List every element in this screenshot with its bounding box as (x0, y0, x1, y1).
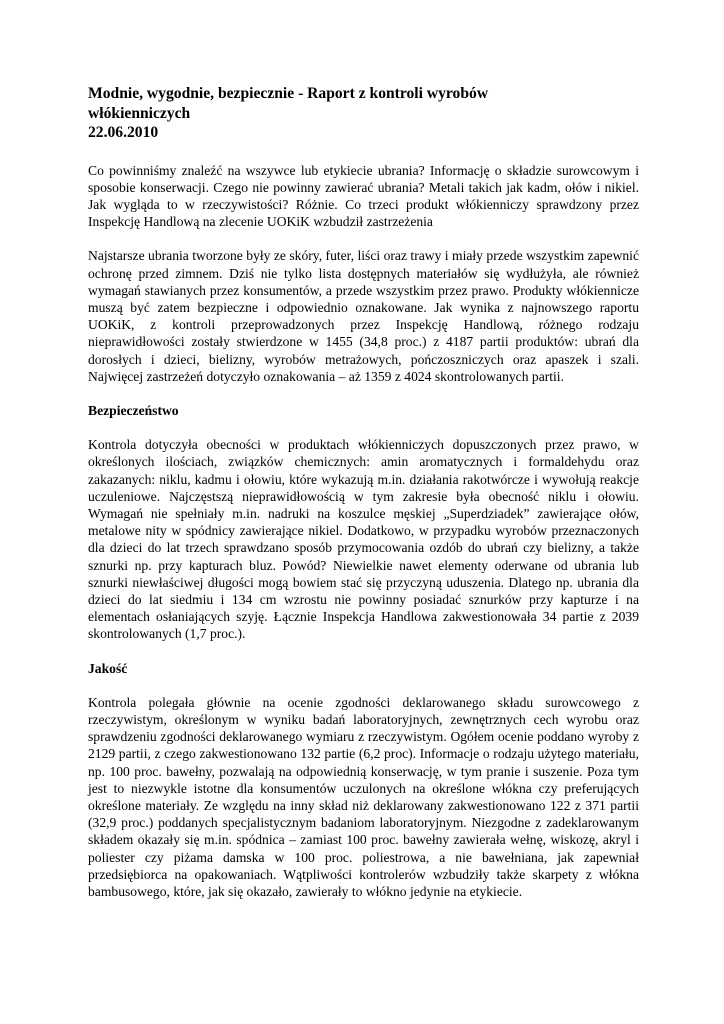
document-title (88, 84, 639, 143)
intro-paragraph: Co powinniśmy znaleźć na wszywce lub etykiecie ubrania? Informację o składzie surowcowym i sposobie konserwacji. Czego nie powinny zawierać ubrania? Metali takich jak kadm, ołów i nikiel. Jak wygląda to w rzeczywistości? Różnie. Co trzeci produkt włókienniczy sprawdzony przez Inspekcję Handlową na zlecenie UOKiK wzbudził zastrzeżenia (88, 162, 639, 230)
document-page (88, 84, 639, 917)
section-heading-safety: Bezpieczeństwo (88, 402, 179, 418)
quality-paragraph: Kontrola polegała głównie na ocenie zgodności deklarowanego składu surowcowego z rzeczywistym, określonym w wyniku badań laboratoryjnych, zewnętrznych cech wyrobu oraz sprawdzeniu zgodności deklarowanego wymiaru z rzeczywistym. Ogółem ocenie poddano wyroby z 2129 partii, z czego zakwestionowano 132 partie (6,2 proc). Informacje o rodzaju użytego materiału, np. 100 proc. bawełny, pozwalają na odpowiednią konserwację, w tym pranie i suszenie. Poza tym jest to niezwykle istotne dla konsumentów uczulonych na określone włókna czy preferujących określone materiały. Ze względu na inny skład niż deklarowany zakwestionowano 122 z 371 partii (32,9 proc.) poddanych specjalistycznym badaniom laboratoryjnym. Niezgodne z zadeklarowanym składem okazały się m.in. spódnica – zamiast 100 proc. bawełny zawierała wełnę, wiskozę, akryl i poliester czy piżama damska w 100 proc. poliestrowa, a nie bawełniana, jak zapewniał przedsiębiorca na opakowaniach. Wątpliwości kontrolerów wzbudziły także skarpety z włókna bambusowego, które, jak się okazało, zawierały to włókno jedynie na etykiecie. (88, 694, 639, 900)
background-paragraph: Najstarsze ubrania tworzone były ze skóry, futer, liści oraz trawy i miały przede wszystkim zapewnić ochronę przed zimnem. Dziś nie tylko lista dostępnych materiałów się wydłużyła, ale również wymagań stawianych przez konsumentów, a przede wszystkim przez prawo. Produkty włókiennicze muszą być zatem bezpieczne i odpowiednio oznakowane. Jak wynika z najnowszego raportu UOKiK, z kontroli przeprowadzonych przez Inspekcję Handlową, różnego rodzaju nieprawidłowości zostały stwierdzone w 1455 (34,8 proc.) z 4187 partii produktów: ubrań dla dorosłych i dzieci, bielizny, wyrobów metrażowych, pończoszniczych oraz apaszek i szali. Najwięcej zastrzeżeń dotyczyło oznakowania – aż 1359 z 4024 skontrolowanych partii. (88, 248, 639, 384)
title-line-1: Modnie, wygodnie, bezpiecznie - Raport z kontroli wyrobów (88, 85, 489, 102)
safety-paragraph: Kontrola dotyczyła obecności w produktach włókienniczych dopuszczonych przez prawo, w określonych ilościach, związków chemicznych: amin aromatycznych i formaldehydu oraz zakazanych: niklu, kadmu i ołowiu, które wykazują m.in. działania rakotwórcze i wywołują reakcje uczuleniowe. Najczęstszą nieprawidłowością w tym zakresie była obecność niklu i ołowiu. Wymagań nie spełniały m.in. nadruki na koszulce męskiej „Superdziadek” zawierające ołów, metalowe nity w spódnicy zawierające nikiel. Dodatkowo, w przypadku wyrobów przeznaczonych dla dzieci do lat trzech sprawdzano sposób przymocowania ozdób do ubrań czy bielizny, a także sznurki np. przy kapturach bluz. Powód? Niewielkie nawet elementy oderwane od ubrania lub sznurki niewłaściwej długości mogą bowiem stać się przyczyną uduszenia. Dlatego np. ubrania dla dzieci do lat siedmiu i 134 cm wzrostu nie powinny posiadać sznurków przy kapturze i na elementach osłaniających szyję. Łącznie Inspekcja Handlowa zakwestionowała 34 partie z 2039 skontrolowanych (1,7 proc.). (88, 437, 639, 642)
section-heading-quality: Jakość (88, 660, 128, 676)
title-date: 22.06.2010 (88, 124, 159, 141)
title-line-2: włókienniczych (88, 104, 191, 122)
